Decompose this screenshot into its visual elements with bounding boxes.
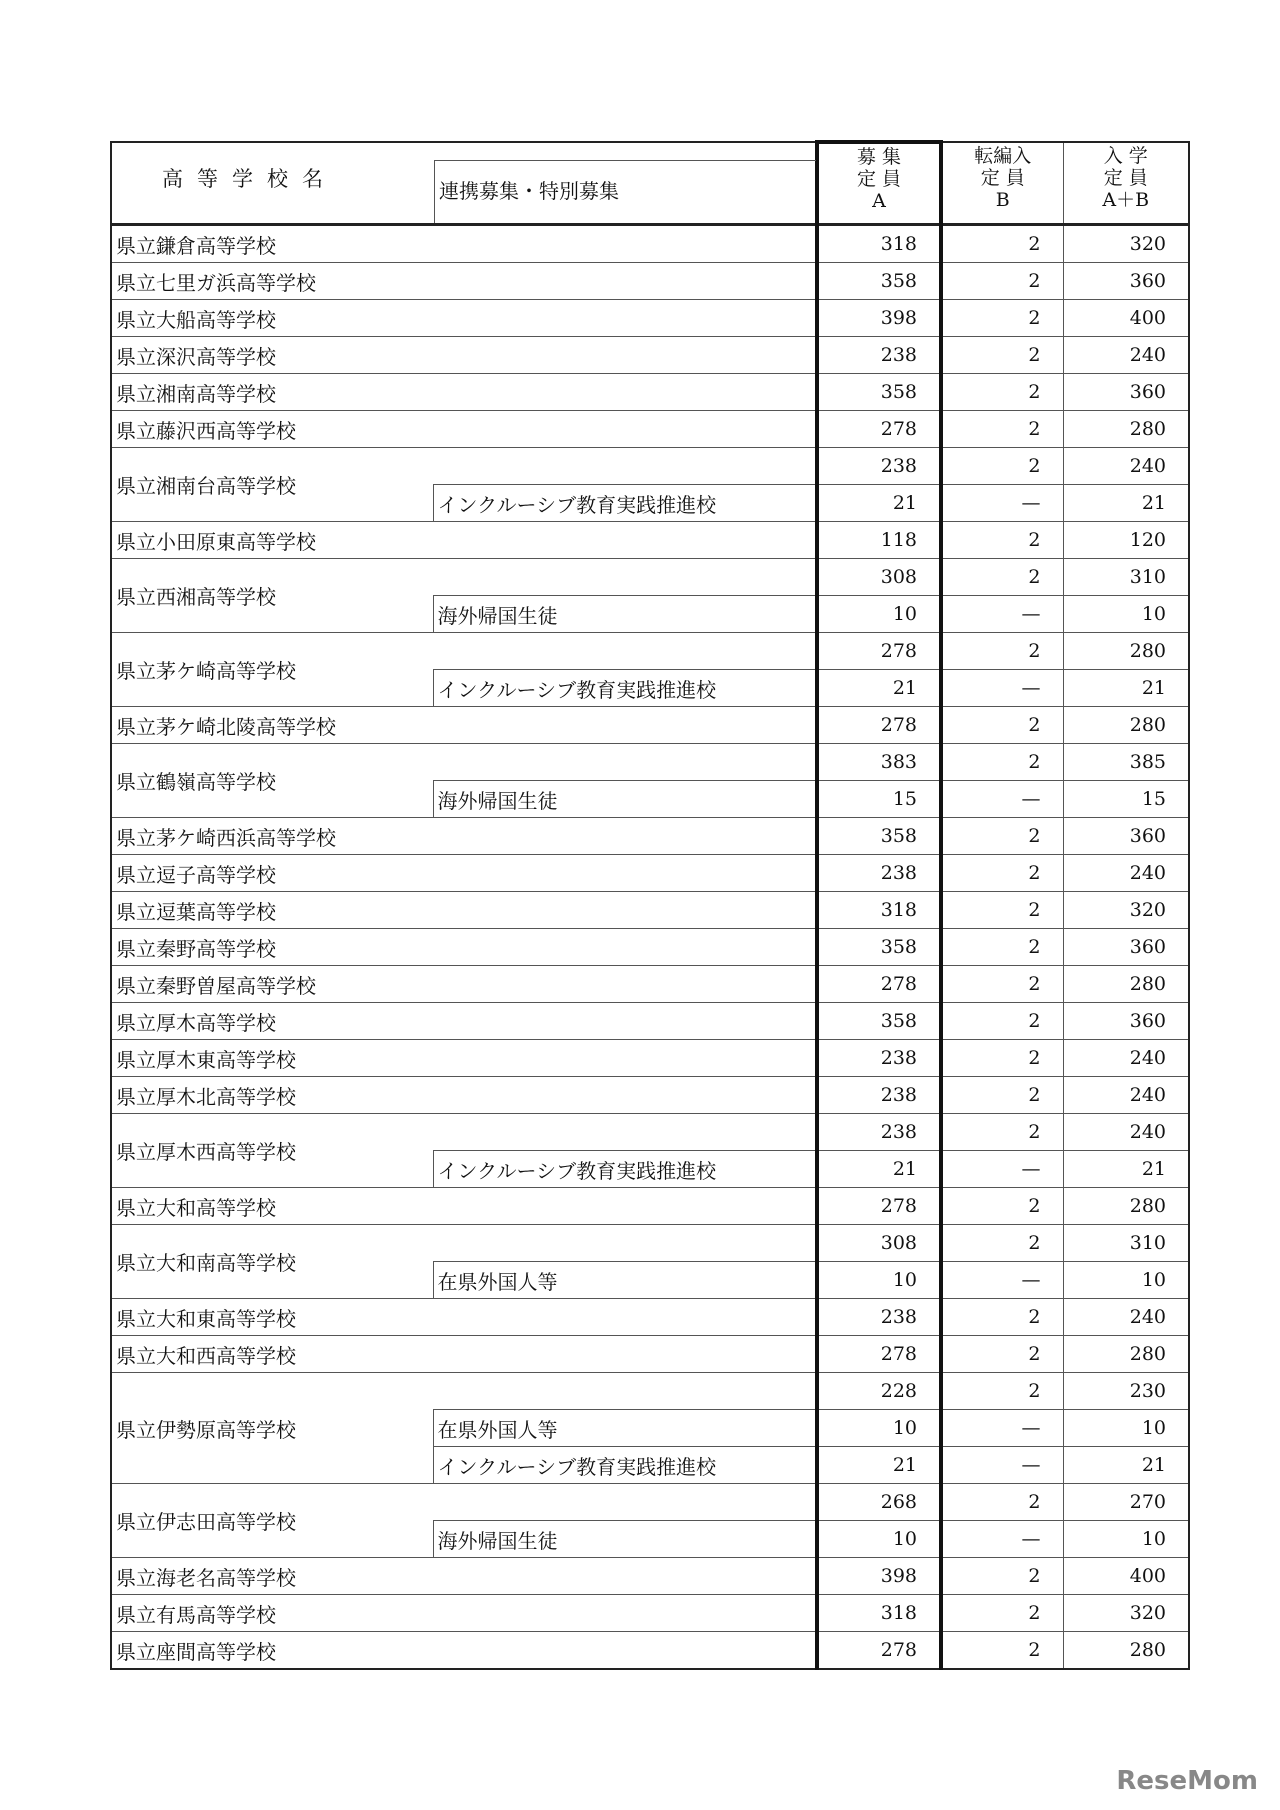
quota-a: 21 (817, 1447, 941, 1484)
quota-b: 2 (941, 1040, 1063, 1077)
quota-total: 320 (1063, 225, 1189, 263)
quota-a: 278 (817, 1632, 941, 1670)
quota-total: 385 (1063, 744, 1189, 781)
school-name: 県立厚木東高等学校 (111, 1040, 817, 1077)
quota-total: 21 (1063, 485, 1189, 522)
quota-a: 238 (817, 337, 941, 374)
quota-a: 278 (817, 1188, 941, 1225)
quota-total: 400 (1063, 1558, 1189, 1595)
quota-total: 120 (1063, 522, 1189, 559)
quota-b: 2 (941, 1188, 1063, 1225)
quota-b: — (941, 1447, 1063, 1484)
quota-total: 280 (1063, 1336, 1189, 1373)
quota-b: 2 (941, 707, 1063, 744)
special-recruitment-type: 海外帰国生徒 (433, 596, 817, 633)
table-row (111, 263, 1189, 300)
quota-b: — (941, 781, 1063, 818)
table-row (111, 1188, 1189, 1225)
table-row (111, 744, 1189, 781)
school-name-header (111, 142, 817, 225)
quota-b: 2 (941, 744, 1063, 781)
quota-a: 10 (817, 596, 941, 633)
quota-total: 310 (1063, 1225, 1189, 1262)
table-row (111, 892, 1189, 929)
special-recruitment-blank (433, 448, 817, 485)
quota-a: 358 (817, 374, 941, 411)
quota-b: 2 (941, 966, 1063, 1003)
quota-total: 360 (1063, 374, 1189, 411)
quota-total: 280 (1063, 707, 1189, 744)
table-row (111, 818, 1189, 855)
quota-a: 21 (817, 1151, 941, 1188)
quota-b: 2 (941, 633, 1063, 670)
school-name: 県立藤沢西高等学校 (111, 411, 817, 448)
school-name: 県立小田原東高等学校 (111, 522, 817, 559)
quota-b: 2 (941, 559, 1063, 596)
quota-a: 358 (817, 1003, 941, 1040)
quota-b: 2 (941, 374, 1063, 411)
quota-b: 2 (941, 1336, 1063, 1373)
quota-a: 383 (817, 744, 941, 781)
school-name: 県立大船高等学校 (111, 300, 817, 337)
quota-total: 280 (1063, 1188, 1189, 1225)
quota-b: 2 (941, 448, 1063, 485)
quota-b: 2 (941, 1595, 1063, 1632)
quota-a-line1: 募 集 (856, 146, 902, 168)
table-row (111, 1299, 1189, 1336)
table-row (111, 1558, 1189, 1595)
quota-a: 278 (817, 707, 941, 744)
table-row (111, 300, 1189, 337)
special-recruitment-header: 連携募集・特別募集 (434, 160, 816, 223)
table-row (111, 855, 1189, 892)
school-name: 県立厚木高等学校 (111, 1003, 817, 1040)
school-name: 県立厚木北高等学校 (111, 1077, 817, 1114)
table-row (111, 1114, 1189, 1151)
quota-a: 358 (817, 929, 941, 966)
table-row (111, 1632, 1189, 1670)
school-name: 県立秦野曽屋高等学校 (111, 966, 817, 1003)
quota-b: 2 (941, 522, 1063, 559)
quota-total: 270 (1063, 1484, 1189, 1521)
quota-total: 360 (1063, 263, 1189, 300)
table-row (111, 966, 1189, 1003)
quota-b: 2 (941, 1003, 1063, 1040)
quota-total-line3: A＋B (1102, 189, 1150, 211)
school-name: 県立秦野高等学校 (111, 929, 817, 966)
special-recruitment-type: インクルーシブ教育実践推進校 (433, 1447, 817, 1484)
quota-b: 2 (941, 929, 1063, 966)
special-recruitment-blank (433, 633, 817, 670)
school-name: 県立鶴嶺高等学校 (111, 744, 433, 818)
quota-total: 21 (1063, 1151, 1189, 1188)
school-name: 県立伊志田高等学校 (111, 1484, 433, 1558)
quota-b: 2 (941, 1225, 1063, 1262)
quota-b: — (941, 485, 1063, 522)
quota-total-line1: 入 学 (1103, 145, 1148, 167)
quota-total: 280 (1063, 411, 1189, 448)
quota-b: 2 (941, 1077, 1063, 1114)
quota-total: 360 (1063, 818, 1189, 855)
table-row (111, 1484, 1189, 1521)
school-name-header-label: 高等学校名 (162, 167, 337, 191)
quota-b: 2 (941, 411, 1063, 448)
quota-a: 268 (817, 1484, 941, 1521)
quota-a-line3: A (872, 190, 886, 212)
quota-total: 10 (1063, 1262, 1189, 1299)
table-row (111, 559, 1189, 596)
table-row (111, 1077, 1189, 1114)
quota-b: 2 (941, 818, 1063, 855)
quota-total: 21 (1063, 1447, 1189, 1484)
quota-b-line3: B (995, 189, 1010, 211)
quota-total: 280 (1063, 966, 1189, 1003)
school-name: 県立深沢高等学校 (111, 337, 817, 374)
quota-a: 238 (817, 855, 941, 892)
school-name: 県立大和東高等学校 (111, 1299, 817, 1336)
quota-a: 278 (817, 1336, 941, 1373)
quota-a: 318 (817, 1595, 941, 1632)
special-recruitment-type: 海外帰国生徒 (433, 781, 817, 818)
quota-total: 240 (1063, 448, 1189, 485)
quota-a: 398 (817, 1558, 941, 1595)
quota-b: 2 (941, 225, 1063, 263)
table-row (111, 337, 1189, 374)
school-name: 県立大和西高等学校 (111, 1336, 817, 1373)
quota-b: 2 (941, 855, 1063, 892)
school-name: 県立七里ガ浜高等学校 (111, 263, 817, 300)
quota-b-line2: 定 員 (980, 167, 1025, 189)
quota-total: 280 (1063, 1632, 1189, 1670)
resemom-watermark-logo: ReseMom (1116, 1766, 1258, 1796)
school-name: 県立海老名高等学校 (111, 1558, 817, 1595)
table-row (111, 1040, 1189, 1077)
school-name: 県立有馬高等学校 (111, 1595, 817, 1632)
quota-total: 240 (1063, 337, 1189, 374)
quota-b-header (941, 142, 1063, 225)
quota-a: 398 (817, 300, 941, 337)
quota-b: — (941, 670, 1063, 707)
quota-a: 15 (817, 781, 941, 818)
table-row (111, 707, 1189, 744)
quota-a: 278 (817, 411, 941, 448)
quota-total: 320 (1063, 892, 1189, 929)
quota-b: 2 (941, 1558, 1063, 1595)
quota-total: 320 (1063, 1595, 1189, 1632)
quota-total: 280 (1063, 633, 1189, 670)
special-recruitment-type: インクルーシブ教育実践推進校 (433, 485, 817, 522)
table-row (111, 1595, 1189, 1632)
quota-a: 278 (817, 966, 941, 1003)
quota-a: 278 (817, 633, 941, 670)
quota-a: 10 (817, 1521, 941, 1558)
school-name: 県立西湘高等学校 (111, 559, 433, 633)
school-name: 県立厚木西高等学校 (111, 1114, 433, 1188)
school-name: 県立逗葉高等学校 (111, 892, 817, 929)
table-row (111, 1225, 1189, 1262)
special-recruitment-type: インクルーシブ教育実践推進校 (433, 1151, 817, 1188)
quota-b: 2 (941, 892, 1063, 929)
special-recruitment-blank (433, 1484, 817, 1521)
quota-total: 240 (1063, 1114, 1189, 1151)
quota-a: 238 (817, 1077, 941, 1114)
quota-b: 2 (941, 300, 1063, 337)
quota-a: 318 (817, 892, 941, 929)
special-recruitment-blank (433, 1373, 817, 1410)
special-recruitment-blank (433, 559, 817, 596)
quota-total: 15 (1063, 781, 1189, 818)
special-recruitment-type: インクルーシブ教育実践推進校 (433, 670, 817, 707)
quota-total: 240 (1063, 1077, 1189, 1114)
special-recruitment-blank (433, 1225, 817, 1262)
quota-a-line2: 定 員 (856, 168, 902, 190)
quota-b: 2 (941, 1114, 1063, 1151)
special-recruitment-blank (433, 744, 817, 781)
quota-total: 240 (1063, 1040, 1189, 1077)
quota-total: 21 (1063, 670, 1189, 707)
table-row (111, 1373, 1189, 1410)
quota-b: 2 (941, 337, 1063, 374)
quota-total: 10 (1063, 1410, 1189, 1447)
school-name: 県立茅ケ崎西浜高等学校 (111, 818, 817, 855)
quota-total-header (1063, 142, 1189, 225)
table-row (111, 929, 1189, 966)
quota-b: 2 (941, 1484, 1063, 1521)
quota-b: 2 (941, 263, 1063, 300)
quota-b: — (941, 1410, 1063, 1447)
school-name: 県立茅ケ崎北陵高等学校 (111, 707, 817, 744)
quota-a: 228 (817, 1373, 941, 1410)
quota-a: 238 (817, 1040, 941, 1077)
school-name: 県立逗子高等学校 (111, 855, 817, 892)
quota-total-line2: 定 員 (1103, 167, 1148, 189)
quota-a: 10 (817, 1262, 941, 1299)
quota-total: 240 (1063, 855, 1189, 892)
quota-total: 10 (1063, 1521, 1189, 1558)
quota-b: — (941, 1151, 1063, 1188)
school-name: 県立湘南台高等学校 (111, 448, 433, 522)
quota-a: 238 (817, 1299, 941, 1336)
school-name: 県立座間高等学校 (111, 1632, 817, 1670)
table-body (111, 225, 1189, 1670)
table-row (111, 225, 1189, 263)
table-row (111, 1003, 1189, 1040)
quota-a: 21 (817, 670, 941, 707)
quota-b: — (941, 596, 1063, 633)
quota-total: 360 (1063, 1003, 1189, 1040)
quota-total: 240 (1063, 1299, 1189, 1336)
quota-total: 230 (1063, 1373, 1189, 1410)
school-name: 県立鎌倉高等学校 (111, 225, 817, 263)
quota-b: 2 (941, 1373, 1063, 1410)
header-row (111, 142, 1189, 225)
special-recruitment-type: 在県外国人等 (433, 1410, 817, 1447)
school-name: 県立大和高等学校 (111, 1188, 817, 1225)
quota-a: 308 (817, 559, 941, 596)
table-row (111, 448, 1189, 485)
table-row (111, 633, 1189, 670)
quota-b: 2 (941, 1299, 1063, 1336)
quota-a: 21 (817, 485, 941, 522)
quota-total: 360 (1063, 929, 1189, 966)
quota-b: — (941, 1262, 1063, 1299)
school-name: 県立湘南高等学校 (111, 374, 817, 411)
quota-a: 238 (817, 448, 941, 485)
school-name: 県立伊勢原高等学校 (111, 1373, 433, 1484)
quota-b: 2 (941, 1632, 1063, 1670)
quota-a-header (817, 142, 941, 225)
admission-quota-table (110, 140, 1190, 1670)
quota-b-line1: 転編入 (974, 145, 1032, 167)
quota-total: 10 (1063, 596, 1189, 633)
table-row (111, 1336, 1189, 1373)
quota-b: — (941, 1521, 1063, 1558)
special-recruitment-type: 在県外国人等 (433, 1262, 817, 1299)
quota-total: 310 (1063, 559, 1189, 596)
quota-a: 10 (817, 1410, 941, 1447)
quota-a: 238 (817, 1114, 941, 1151)
school-name: 県立大和南高等学校 (111, 1225, 433, 1299)
quota-a: 318 (817, 225, 941, 263)
table-row (111, 411, 1189, 448)
quota-total: 400 (1063, 300, 1189, 337)
special-recruitment-blank (433, 1114, 817, 1151)
special-recruitment-type: 海外帰国生徒 (433, 1521, 817, 1558)
quota-a: 308 (817, 1225, 941, 1262)
table-row (111, 522, 1189, 559)
table-row (111, 374, 1189, 411)
school-name: 県立茅ケ崎高等学校 (111, 633, 433, 707)
quota-a: 358 (817, 818, 941, 855)
quota-a: 358 (817, 263, 941, 300)
quota-a: 118 (817, 522, 941, 559)
